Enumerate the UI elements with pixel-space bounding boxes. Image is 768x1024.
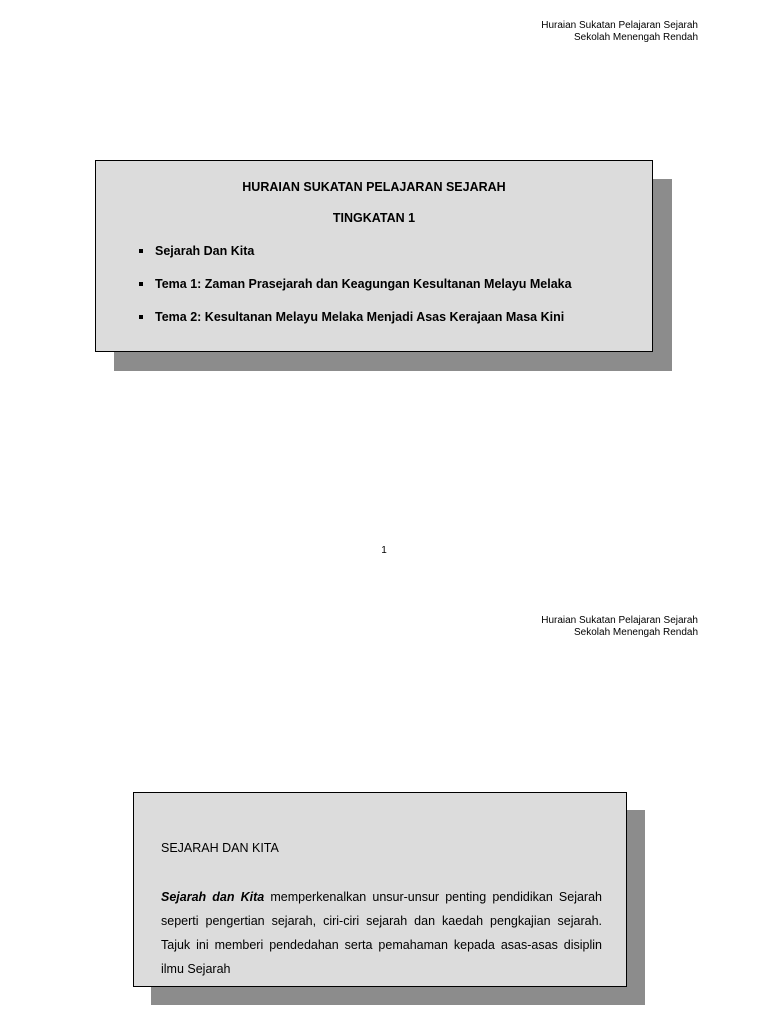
paragraph-text: memperkenalkan unsur-unsur penting pendidikan Sejarah seperti pengertian sejarah, ciri-ciri sejarah dan kaedah pengkajian sejarah. Tajuk ini memberi pendedahan serta pemahaman kepada asas-asas disiplin ilmu Sejarah xyxy=(161,890,602,976)
page-header xyxy=(541,615,698,639)
list-item-label: Tema 1: Zaman Prasejarah dan Keagungan Kesultanan Melayu Melaka xyxy=(155,277,572,291)
syllabus-box xyxy=(95,160,653,352)
section-box xyxy=(133,792,627,987)
list-item xyxy=(139,309,644,342)
bullet-icon xyxy=(139,249,143,253)
header-title: Huraian Sukatan Pelajaran Sejarah xyxy=(541,20,698,31)
list-item xyxy=(139,276,644,309)
header-title: Huraian Sukatan Pelajaran Sejarah xyxy=(541,615,698,626)
header-subtitle: Sekolah Menengah Rendah xyxy=(574,32,698,43)
page-number: 1 xyxy=(381,545,387,556)
list-item-label: Tema 2: Kesultanan Melayu Melaka Menjadi Asas Kerajaan Masa Kini xyxy=(155,310,565,324)
list-item xyxy=(139,243,644,276)
page-header xyxy=(541,20,698,44)
header-subtitle: Sekolah Menengah Rendah xyxy=(574,627,698,638)
paragraph-emphasis: Sejarah dan Kita xyxy=(161,890,265,904)
section-heading: SEJARAH DAN KITA xyxy=(161,841,279,855)
list-item-label: Sejarah Dan Kita xyxy=(155,244,255,258)
syllabus-level: TINGKATAN 1 xyxy=(332,211,416,225)
bullet-icon xyxy=(139,282,143,286)
bullet-icon xyxy=(139,315,143,319)
section-paragraph xyxy=(161,885,602,981)
syllabus-title: HURAIAN SUKATAN PELAJARAN SEJARAH xyxy=(242,180,506,194)
topic-list xyxy=(139,243,644,342)
